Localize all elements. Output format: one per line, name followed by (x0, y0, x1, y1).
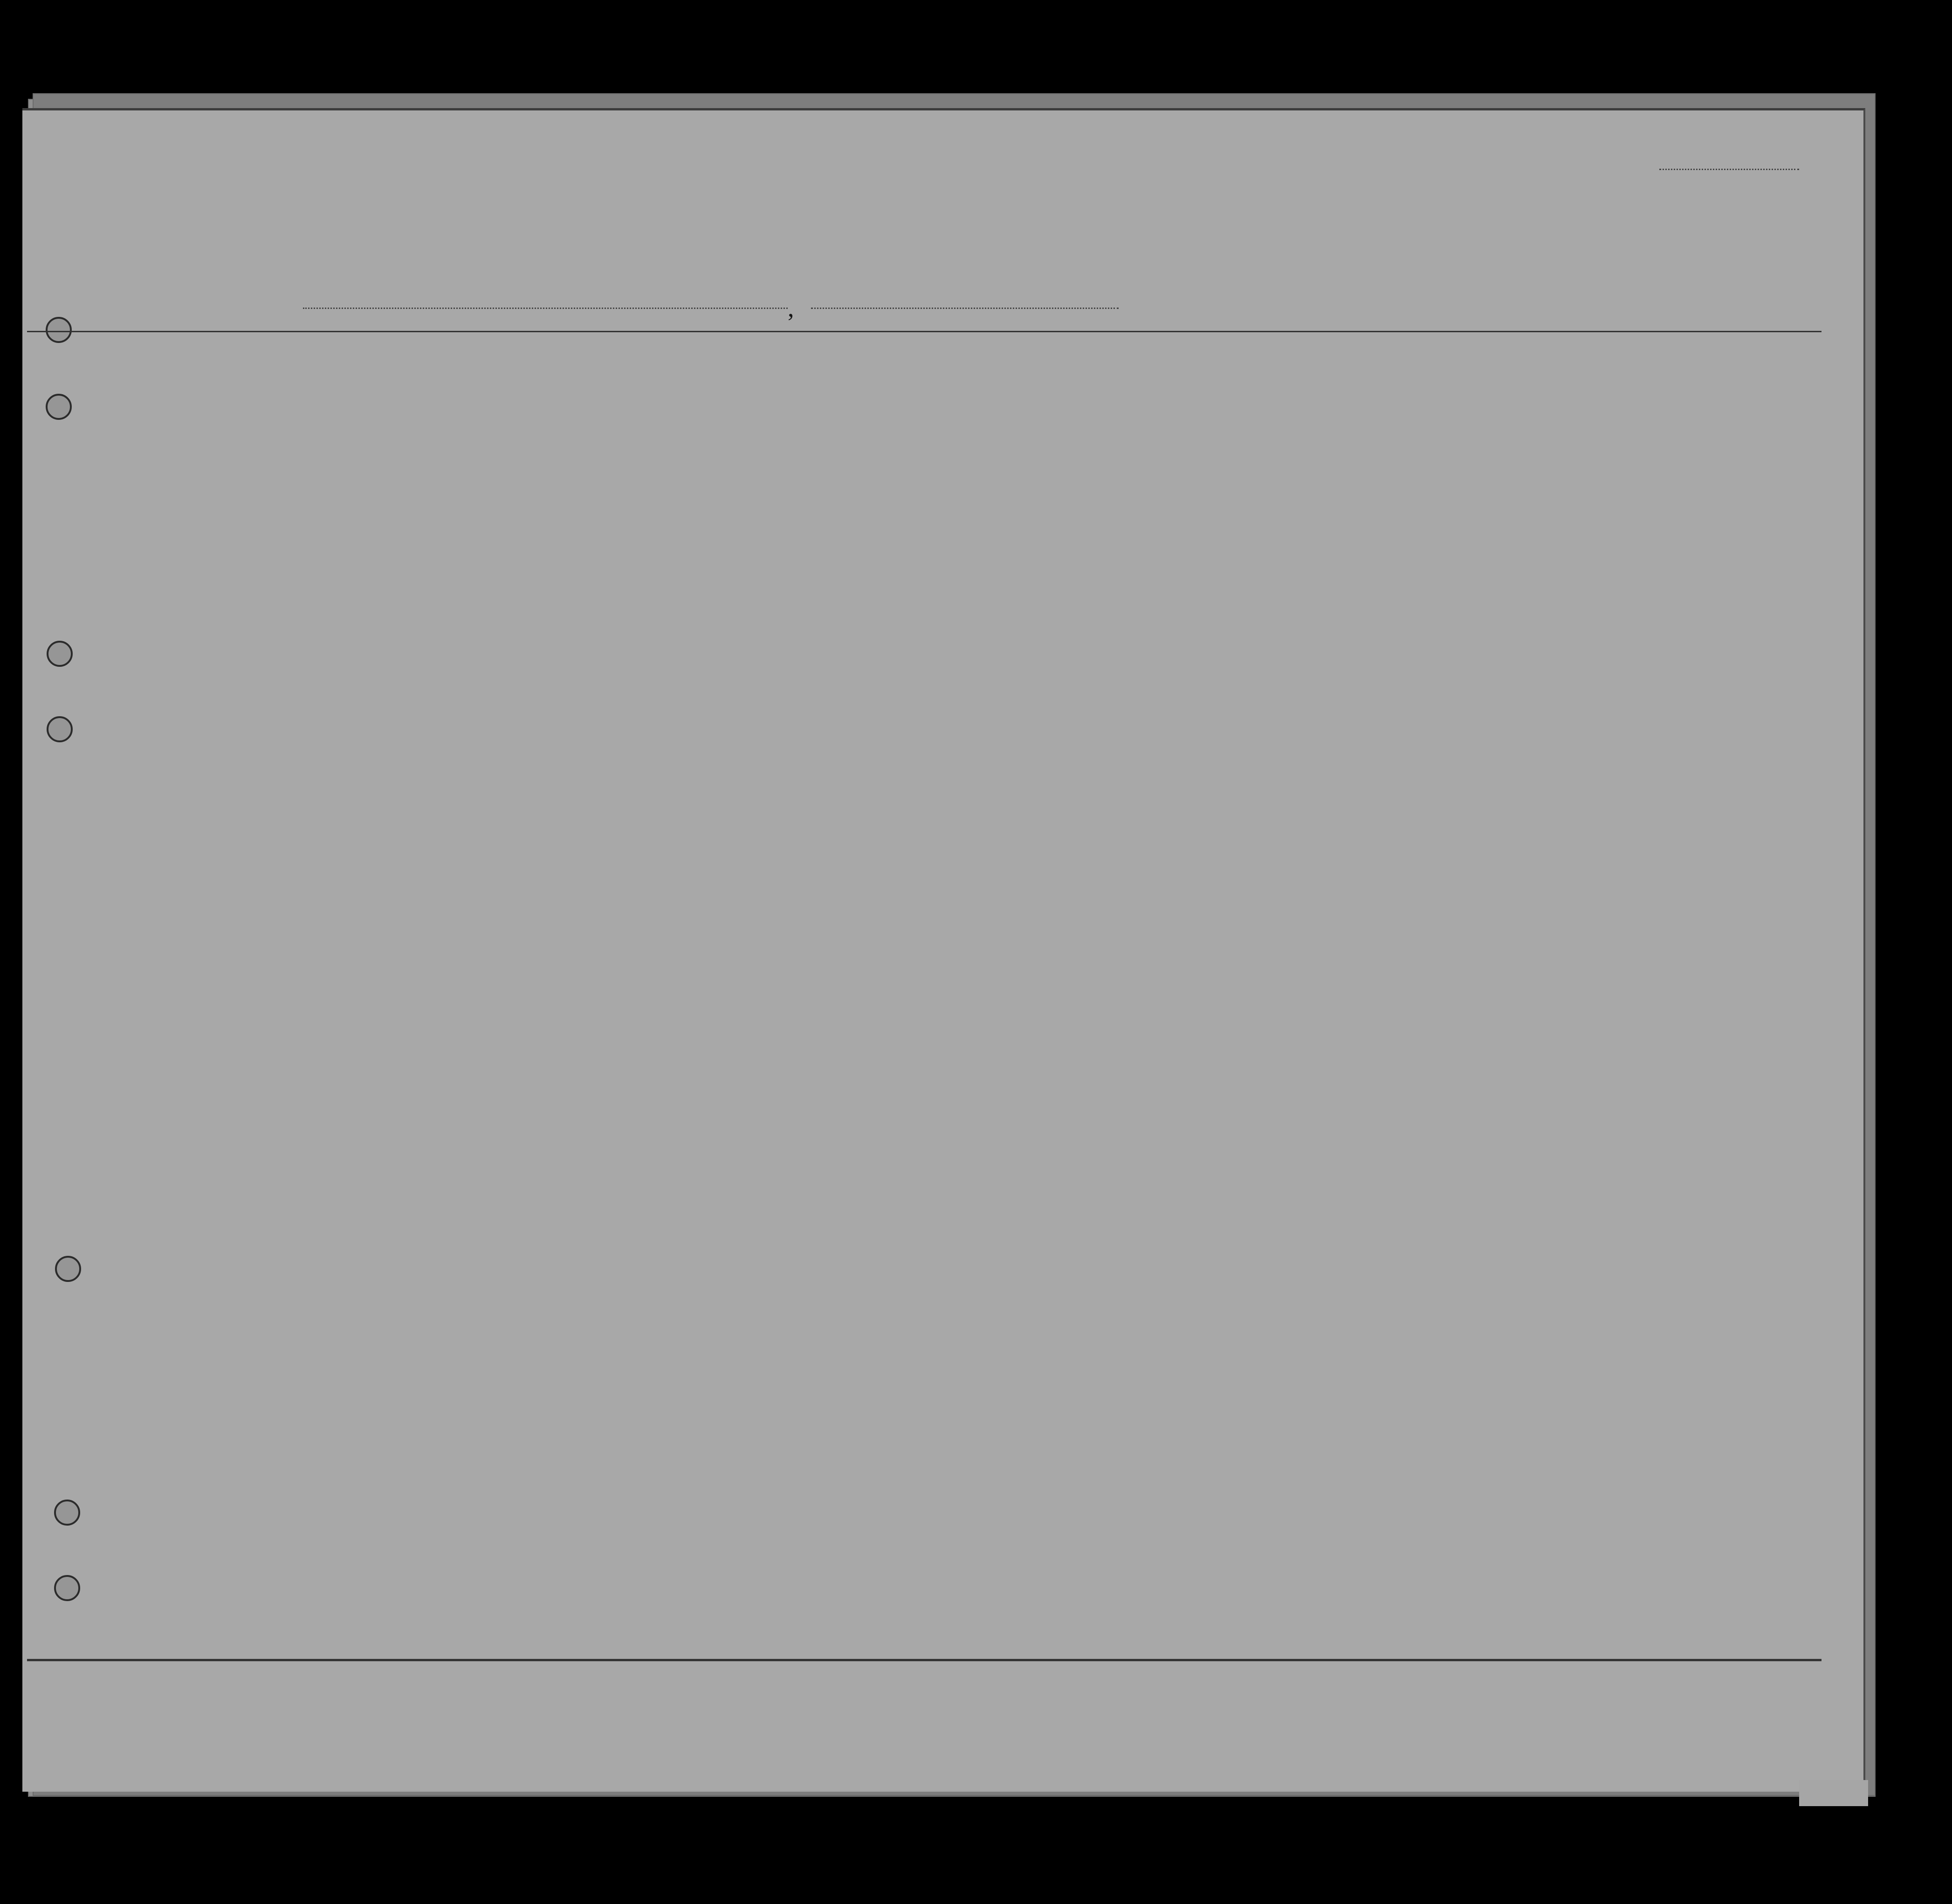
comma: , (788, 294, 794, 322)
table-bottom-rule (27, 1659, 1821, 1661)
page-corner (1799, 1780, 1868, 1806)
